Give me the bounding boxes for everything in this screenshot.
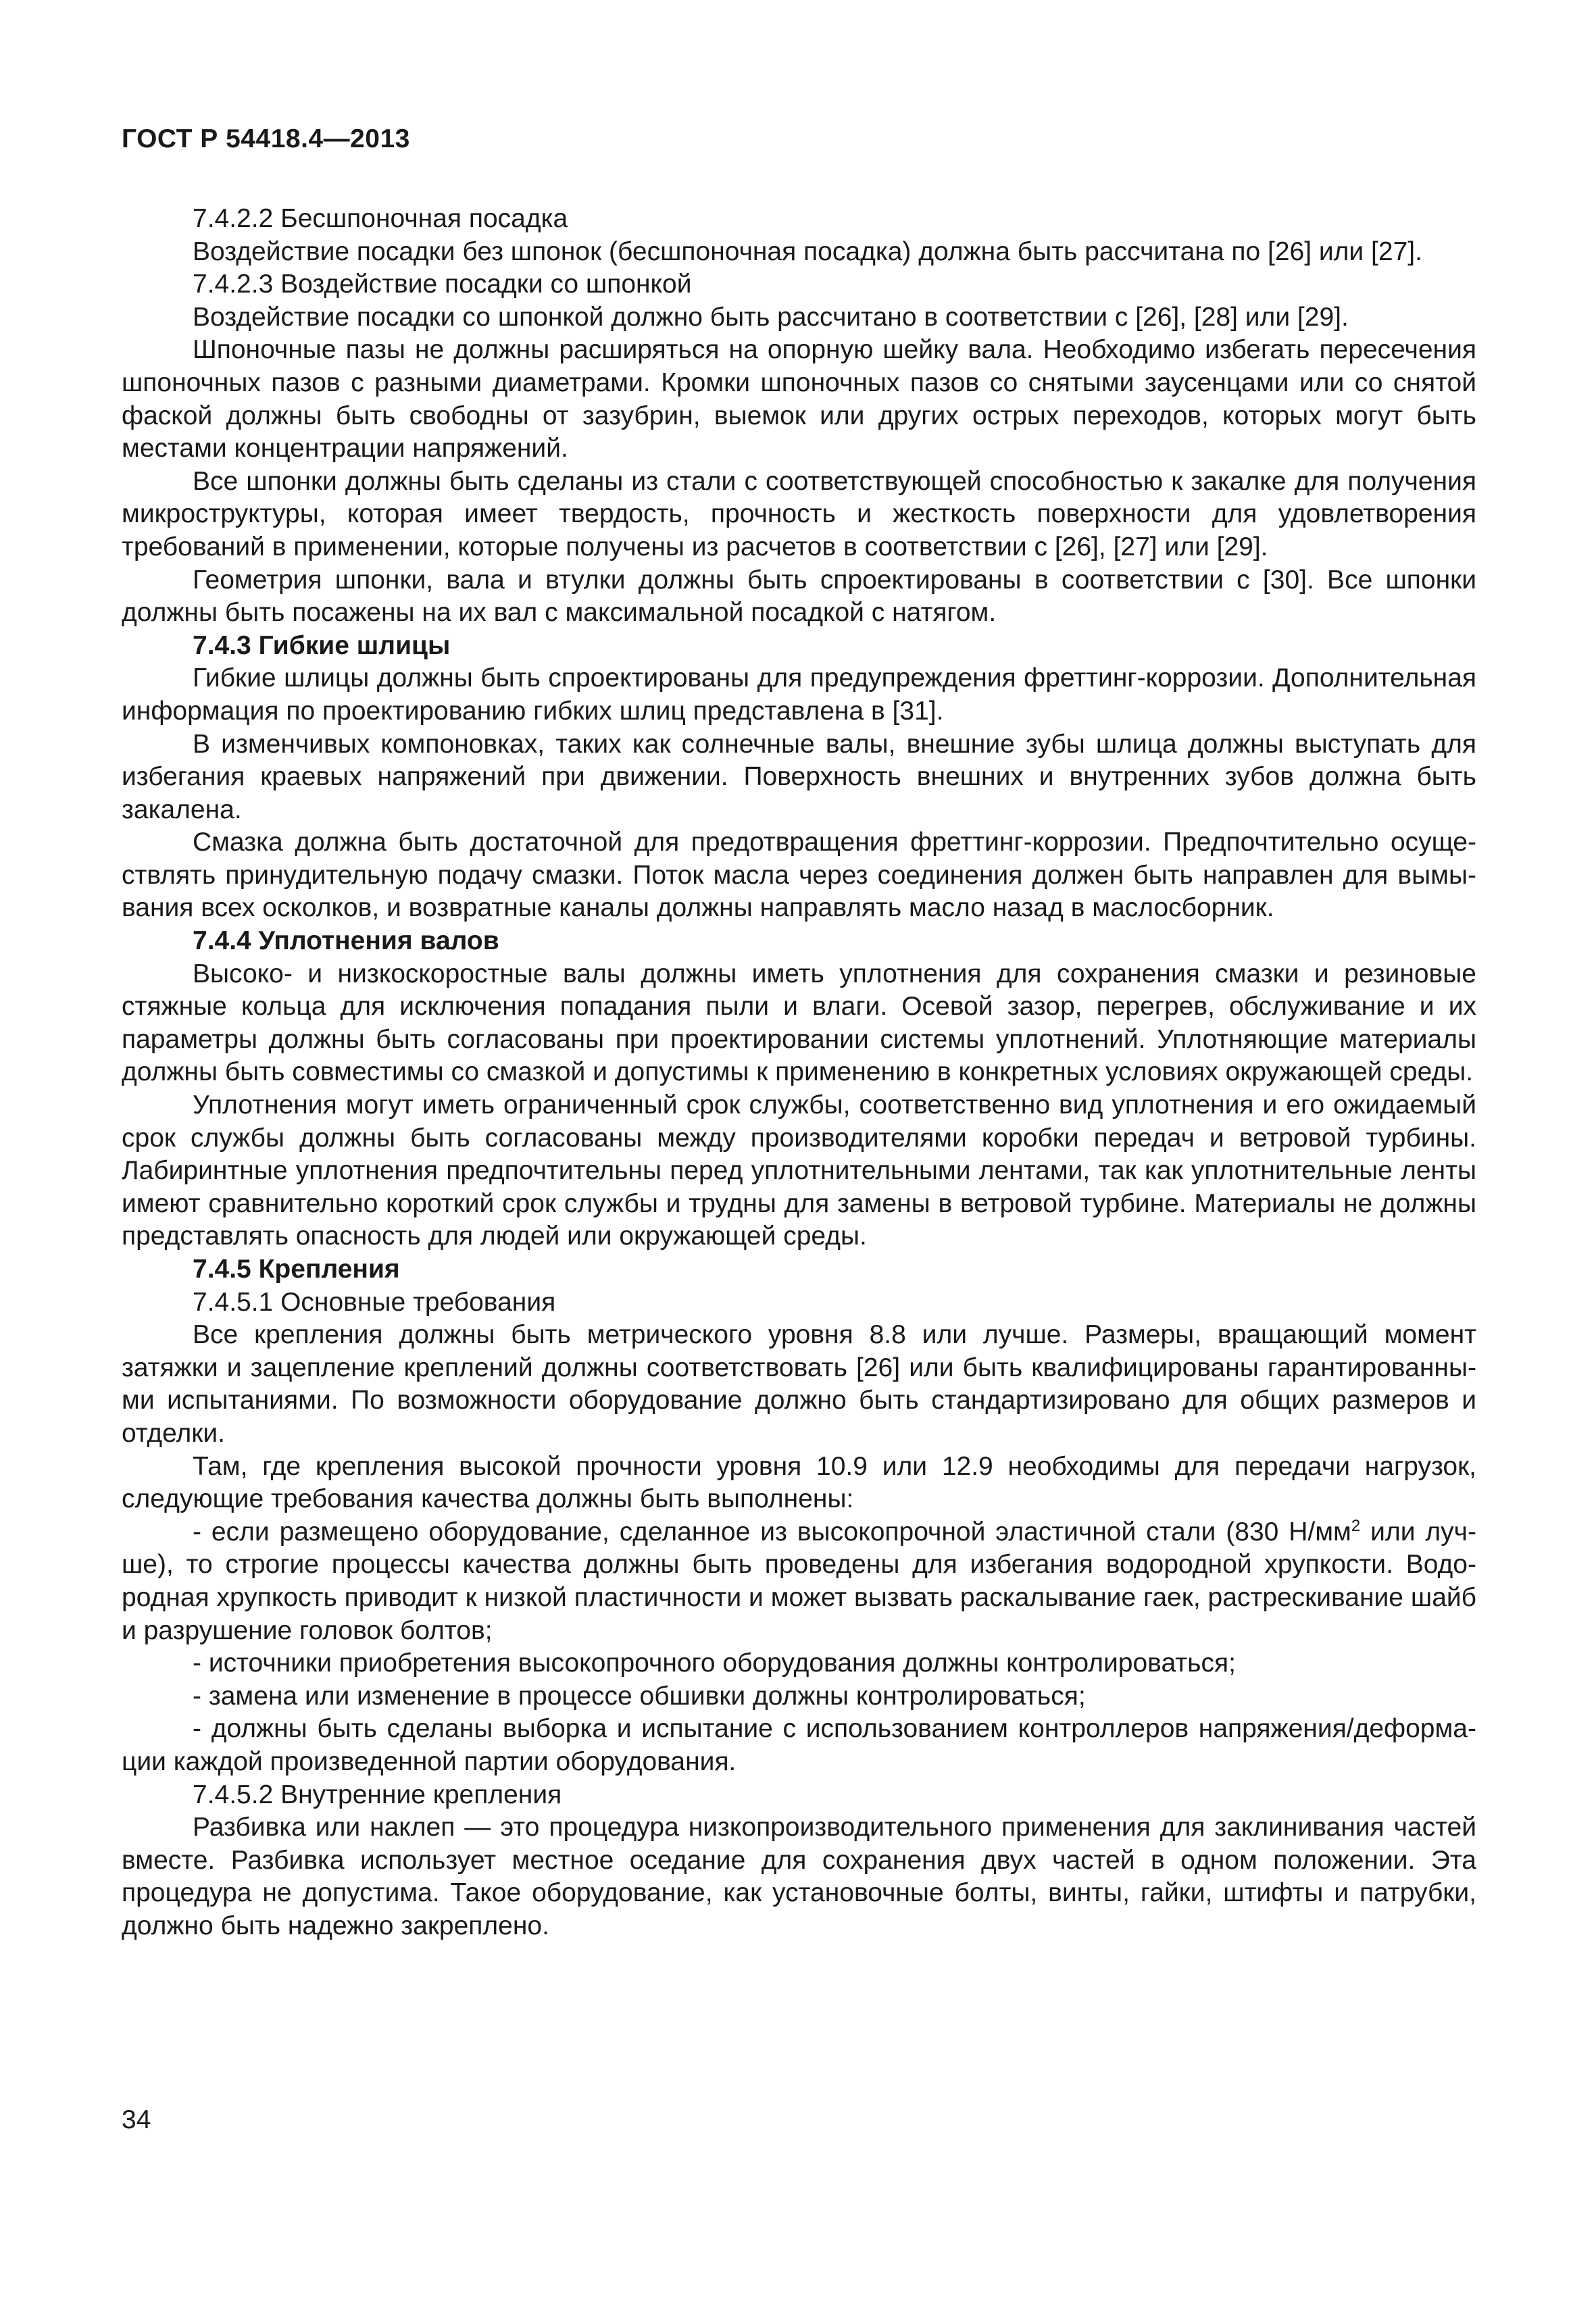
paragraph: Высоко- и низкоскоростные валы должны иметь уплотнения для сохранения смазки и резиновые стяжные кольца для исключения попадания пыли и влаги. Осевой зазор, перегрев, обслуживание и их параметры должны быть согласованы при проектировании системы уплотнений. Уплотняющие материалы должны быть совместимы со смазкой и допустимы к применению в конкретных условиях окружающей среды. — [122, 959, 1476, 1087]
paragraph: Все шпонки должны быть сделаны из стали с соответствующей способностью к закалке для получения микроструктуры, которая имеет твердость, прочность и жесткость поверхности для удовлетворения требований в применении, которые получены из расчетов в соответствии с [26], [27] или [29]. — [122, 466, 1476, 561]
paragraph: Разбивка или наклеп — это процедура низкопроизводительного применения для заклинивания частей вместе. Разбивка использует местное оседание для сохранения двух частей в одном положении. Эта процедура не допустима. Такое оборудование, как установочные болты, винты, гайки, штифты и патрубки, должно быть надежно закреплено. — [122, 1813, 1476, 1940]
subsection-title-7-4-2-3: 7.4.2.3 Воздействие посадки со шпонкой — [193, 270, 692, 299]
list-item-text: или лучше), то строгие процессы качества должны быть проведены для избегания водородной хрупкости. Водородная хрупкость приводит к низкой пластичности и может вызвать раскалывание гаек, растрескивание шайб и разрушение головок болтов; — [122, 1517, 1476, 1645]
paragraph: Воздействие посадки со шпонкой должно быть рассчитано в соответствии с [26], [28] или [29]. — [193, 302, 1349, 332]
subsection-title-7-4-2-2: 7.4.2.2 Бесшпоночная посадка — [193, 204, 568, 233]
paragraph: Там, где крепления высокой прочности уровня 10.9 или 12.9 необходимы для передачи нагрузок, следующие требования качества должны быть выполнены: — [122, 1451, 1476, 1514]
list-item: - источники приобретения высокопрочного оборудования должны контролироваться; — [193, 1649, 1236, 1678]
document-body — [122, 203, 1476, 1942]
paragraph: Смазка должна быть достаточной для предотвращения фреттинг-коррозии. Предпочтительно осуществлять принудительную подачу смазки. Поток масла через соединения должен быть направлен для вымывания всех осколков, и возвратные каналы должны направлять масло назад в маслосборник. — [122, 828, 1476, 923]
paragraph: В изменчивых компоновках, таких как солнечные валы, внешние зубы шлица должны выступать для избегания краевых напряжений при движении. Поверхность внешних и внутренних зубов должна быть закалена. — [122, 729, 1476, 824]
paragraph: Шпоночные пазы не должны расширяться на опорную шейку вала. Необходимо избегать пересечения шпоночных пазов с разными диаметрами. Кромки шпоночных пазов со снятыми заусенцами или со снятой фаской должны быть свободны от зазубрин, выемок или других острых переходов, которых могут быть местами концентрации напряжений. — [122, 335, 1476, 463]
document-code-header: ГОСТ Р 54418.4—2013 — [122, 124, 410, 153]
section-heading-7-4-4: 7.4.4 Уплотнения валов — [193, 926, 499, 956]
list-item: - должны быть сделаны выборка и испытание с использованием контроллеров напряжения/деформации каждой произведенной партии оборудования. — [122, 1714, 1476, 1776]
paragraph: Геометрия шпонки, вала и втулки должны быть спроектированы в соответствии с [30]. Все шпонки должны быть посажены на их вал с максимальной посадкой с натягом. — [122, 565, 1476, 628]
paragraph: Воздействие посадки без шпонок (бесшпоночная посадка) должна быть рассчитана по [26] или [27]. — [193, 236, 1422, 266]
section-heading-7-4-5: 7.4.5 Крепления — [193, 1255, 400, 1284]
list-item — [122, 1516, 1476, 1647]
list-item-text: - если размещено оборудование, сделанное из высокопрочной эластичной стали (830 Н/мм — [193, 1517, 1351, 1546]
superscript: 2 — [1351, 1516, 1361, 1535]
page-number: 34 — [122, 2105, 151, 2134]
list-item: - замена или изменение в процессе обшивки должны контролироваться; — [193, 1681, 1086, 1711]
paragraph: Уплотнения могут иметь ограниченный срок службы, соответственно вид уплотнения и его ожидаемый срок службы должны быть согласованы между производителями коробки передач и ветровой турбины. Лабиринтные уплотнения предпочтительны перед уплотнительными лентами, так как уплотнительные ленты имеют сравнительно короткий срок службы и трудны для замены в ветровой турбине. Материалы не должны представлять опасность для людей или окружающей среды. — [122, 1090, 1476, 1251]
paragraph: Все крепления должны быть метрического уровня 8.8 или лучше. Размеры, вращающий момент затяжки и зацепление креплений должны соответствовать [26] или быть квалифицированы гарантированными испытаниями. По возможности оборудование должно быть стандартизировано для общих размеров и отделки. — [122, 1320, 1476, 1448]
subsection-title-7-4-5-2: 7.4.5.2 Внутренние крепления — [193, 1780, 562, 1809]
section-heading-7-4-3: 7.4.3 Гибкие шлицы — [193, 630, 451, 660]
paragraph: Гибкие шлицы должны быть спроектированы для предупреждения фреттинг-коррозии. Дополнительная информация по проектированию гибких шлиц представлена в [31]. — [122, 663, 1476, 726]
subsection-title-7-4-5-1: 7.4.5.1 Основные требования — [193, 1287, 556, 1317]
